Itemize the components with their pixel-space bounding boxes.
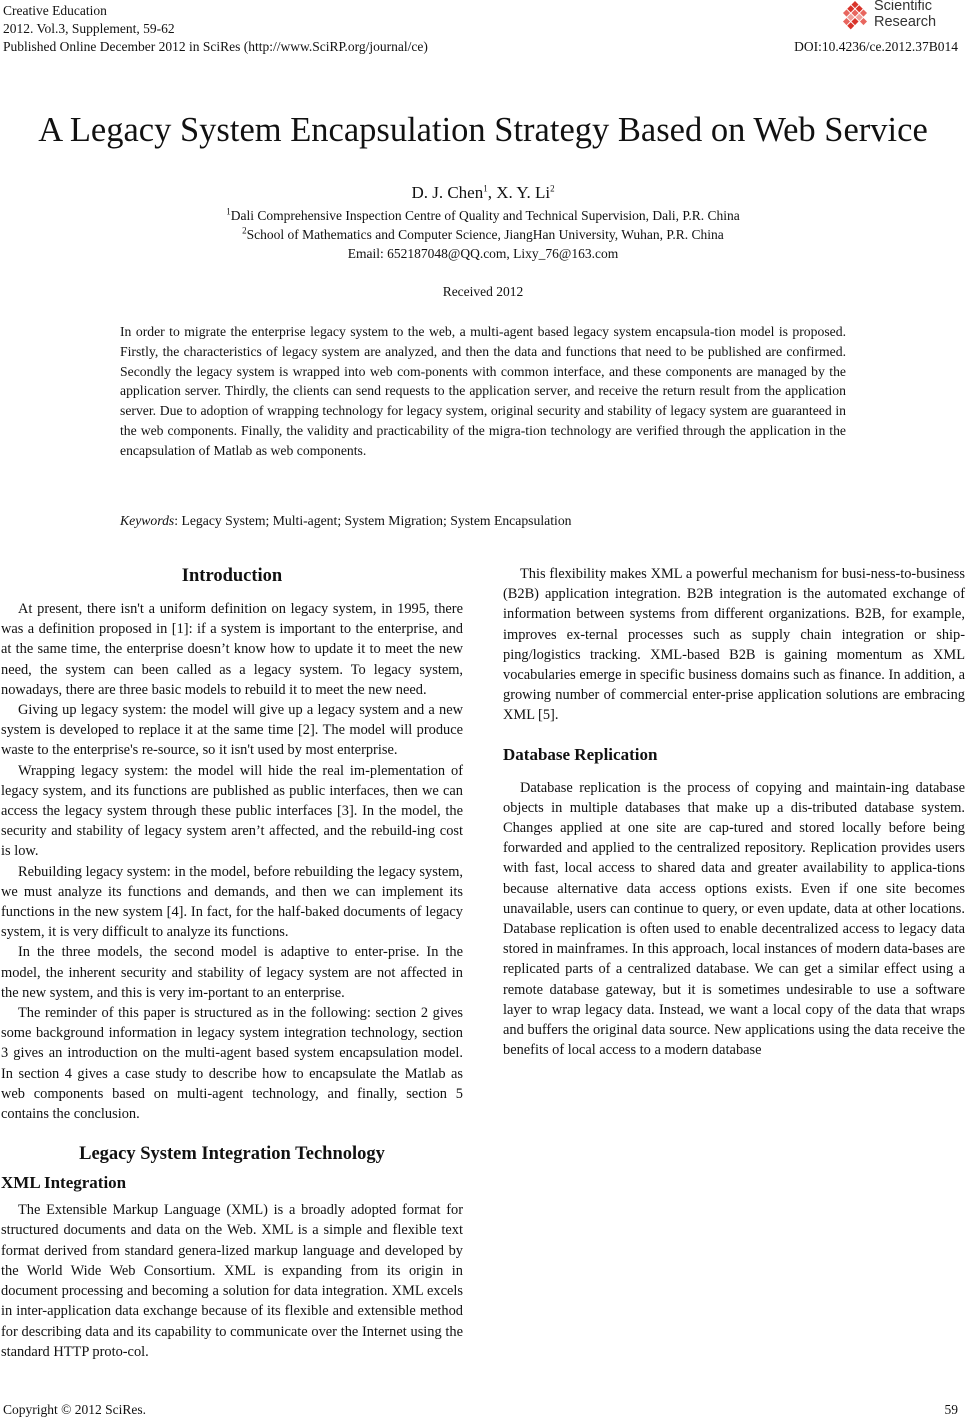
keywords bbox=[120, 511, 846, 530]
paragraph: Database replication is the process of copying and maintain-ing database objects in multiple databases that make up a dis-tributed database system. Changes applied at one site are cap-tured and stored locally before being forwarded and applied to the centralized repository. Replication provides users with fast, local access to shared data and greater availability to applica-tions because alternative data access options exists. Even if one site becomes unavailable, users can continue to query, or even update, data at other locations. Database replication is often used to enable decentralized access to legacy data stored in mainframes. In this approach, local instances of modern data-bases are replicated parts of a centralized database. We can get a similar effect using a remote database gateway, but it is sometimes undesirable to use a software layer to wrap legacy data. Instead, we want a local copy of the data that wraps and buffers the original data source. New applications using the data receive the benefits of local access to a modern database bbox=[503, 779, 965, 1059]
paragraph: At present, there isn't a uniform definition on legacy system, in 1995, there was a definition proposed in [1]: if a system is important to the enterprise, and at the same time, the enterprise doesn’t know how to update it to meet the new need, the system can been called as a legacy system. To legacy system, nowadays, there are three basic models to rebuild it to meet the new need. bbox=[1, 601, 463, 698]
logo-text bbox=[874, 0, 936, 30]
paragraph: Rebuilding legacy system: in the model, before rebuilding the legacy system, we must analyze its functions and demands, and then we can implement its functions in the new system [4]. In fact, for the half-baked documents of legacy system, it is very difficult to analyze its functions. bbox=[1, 863, 463, 941]
journal-header bbox=[3, 2, 428, 56]
paragraph: Giving up legacy system: the model will give up a legacy system and a new system is developed to replace it at the same time [2]. The model will produce waste to the enterprise's re-source, so it isn't used by most enterprise. bbox=[1, 702, 463, 759]
publication-info: Published Online December 2012 in SciRes (http://www.SciRP.org/journal/ce) bbox=[3, 39, 428, 54]
subsection-heading-xml: XML Integration bbox=[1, 1173, 127, 1193]
received-date: Received 2012 bbox=[442, 284, 524, 299]
paragraph: Wrapping legacy system: the model will hide the real im-plementation of legacy system, and its functions are published as public interfaces, then we can access the legacy system through these public interfaces [3]. In the model, the security and stability of legacy system aren’t affected, and the rebuild-ing cost is low. bbox=[1, 762, 463, 860]
right-column bbox=[503, 564, 965, 1060]
email: Email: 652187048@QQ.com, Lixy_76@163.com bbox=[347, 246, 619, 261]
affiliation-1-text: Dali Comprehensive Inspection Centre of Quality and Technical Supervision, Dali, P.R. China bbox=[230, 208, 740, 223]
section-heading-introduction: Introduction bbox=[181, 566, 283, 586]
keywords-text: : Legacy System; Multi-agent; System Migration; System Encapsulation bbox=[174, 513, 572, 528]
logo-line-2: Research bbox=[874, 13, 937, 30]
affiliation-2-mark: 2 bbox=[242, 225, 247, 236]
author-2-affiliation-mark: 2 bbox=[550, 183, 555, 194]
section-heading-legacy-integration: Legacy System Integration Technology bbox=[79, 1144, 385, 1165]
paragraph: This flexibility makes XML a powerful mechanism for busi-ness-to-business (B2B) application integration. B2B integration is the automated exchange of information between systems from different organizations. B2B, for example, improves ex-ternal processes such as supply chain integration or ship-ping/logistics tracking. XML-based B2B is gaining momentum as XML vocabularies emerge in specific business domains such as finance. In addition, a growing number of commercial enter-prise application solutions are embracing XML [5]. bbox=[503, 566, 965, 724]
authors bbox=[0, 182, 966, 204]
page-number: 59 bbox=[944, 1402, 958, 1417]
affiliation-2-text: School of Mathematics and Computer Science, JiangHan University, Wuhan, P.R. China bbox=[246, 227, 724, 242]
abstract: In order to migrate the enterprise legacy system to the web, a multi-agent based legacy system encapsula-tion model is proposed. Firstly, the characteristics of legacy system are analyzed, and then the data and functions that need to be published are confirmed. Secondly the legacy system is wrapped into web com-ponents with common interface, and these components are managed by the application server. Thirdly, the clients can send requests to the application server, and receive the return result from the application server. Due to adoption of wrapping technology for legacy system, original security and stability of legacy system are guaranteed in the web components. Finally, the validity and practicability of the migra-tion technology are verified through the application in the encapsulation of Matlab as web components. bbox=[120, 324, 846, 458]
subsection-heading-database-replication: Database Replication bbox=[503, 744, 658, 764]
affiliation-1 bbox=[0, 207, 966, 224]
logo-mark-icon bbox=[838, 1, 872, 35]
copyright: Copyright © 2012 SciRes. bbox=[3, 1402, 147, 1417]
keywords-label: Keywords bbox=[120, 513, 175, 528]
paper-title: A Legacy System Encapsulation Strategy Based on Web Service bbox=[38, 111, 928, 149]
doi: DOI:10.4236/ce.2012.37B014 bbox=[794, 39, 958, 54]
journal-name: Creative Education bbox=[3, 3, 107, 18]
journal-volume: 2012. Vol.3, Supplement, 59-62 bbox=[3, 21, 175, 36]
logo-line-1: Scientific bbox=[874, 0, 933, 14]
paragraph: The reminder of this paper is structured as in the following: section 2 gives some background information in legacy system integration technology, section 3 gives an introduction on the multi-agent based system encapsulation model. In section 4 gives a case study to describe how to encapsulate the Matlab as web components based on multi-agent technology, and finally, section 5 contains the conclusion. bbox=[1, 1005, 463, 1123]
affiliation-1-mark: 1 bbox=[226, 206, 231, 217]
paragraph: In the three models, the second model is adaptive to enter-prise. In the model, the inherent security and stability of legacy system are not affected in the new system, and this is very im-portant to an enterprise. bbox=[1, 944, 463, 1001]
affiliation-2 bbox=[0, 226, 966, 243]
author-1-affiliation-mark: 1 bbox=[483, 183, 488, 194]
author-1: D. J. Chen bbox=[411, 183, 484, 202]
author-2: , X. Y. Li bbox=[487, 183, 551, 202]
paragraph: The Extensible Markup Language (XML) is a broadly adopted format for structured documents and data on the Web. XML is a simple and flexible text format derived from standard genera-lized markup language and developed by the World Wide Web Consortium. XML is expanding from its origin in document processing and becoming a solution for data integration. XML excels in inter-application data exchange because of its flexible and extensible method for describing data and its capability to communicate over the Internet using the standard HTTP proto-col. bbox=[1, 1202, 463, 1360]
left-column bbox=[1, 564, 463, 1362]
scientific-research-logo bbox=[838, 0, 958, 36]
